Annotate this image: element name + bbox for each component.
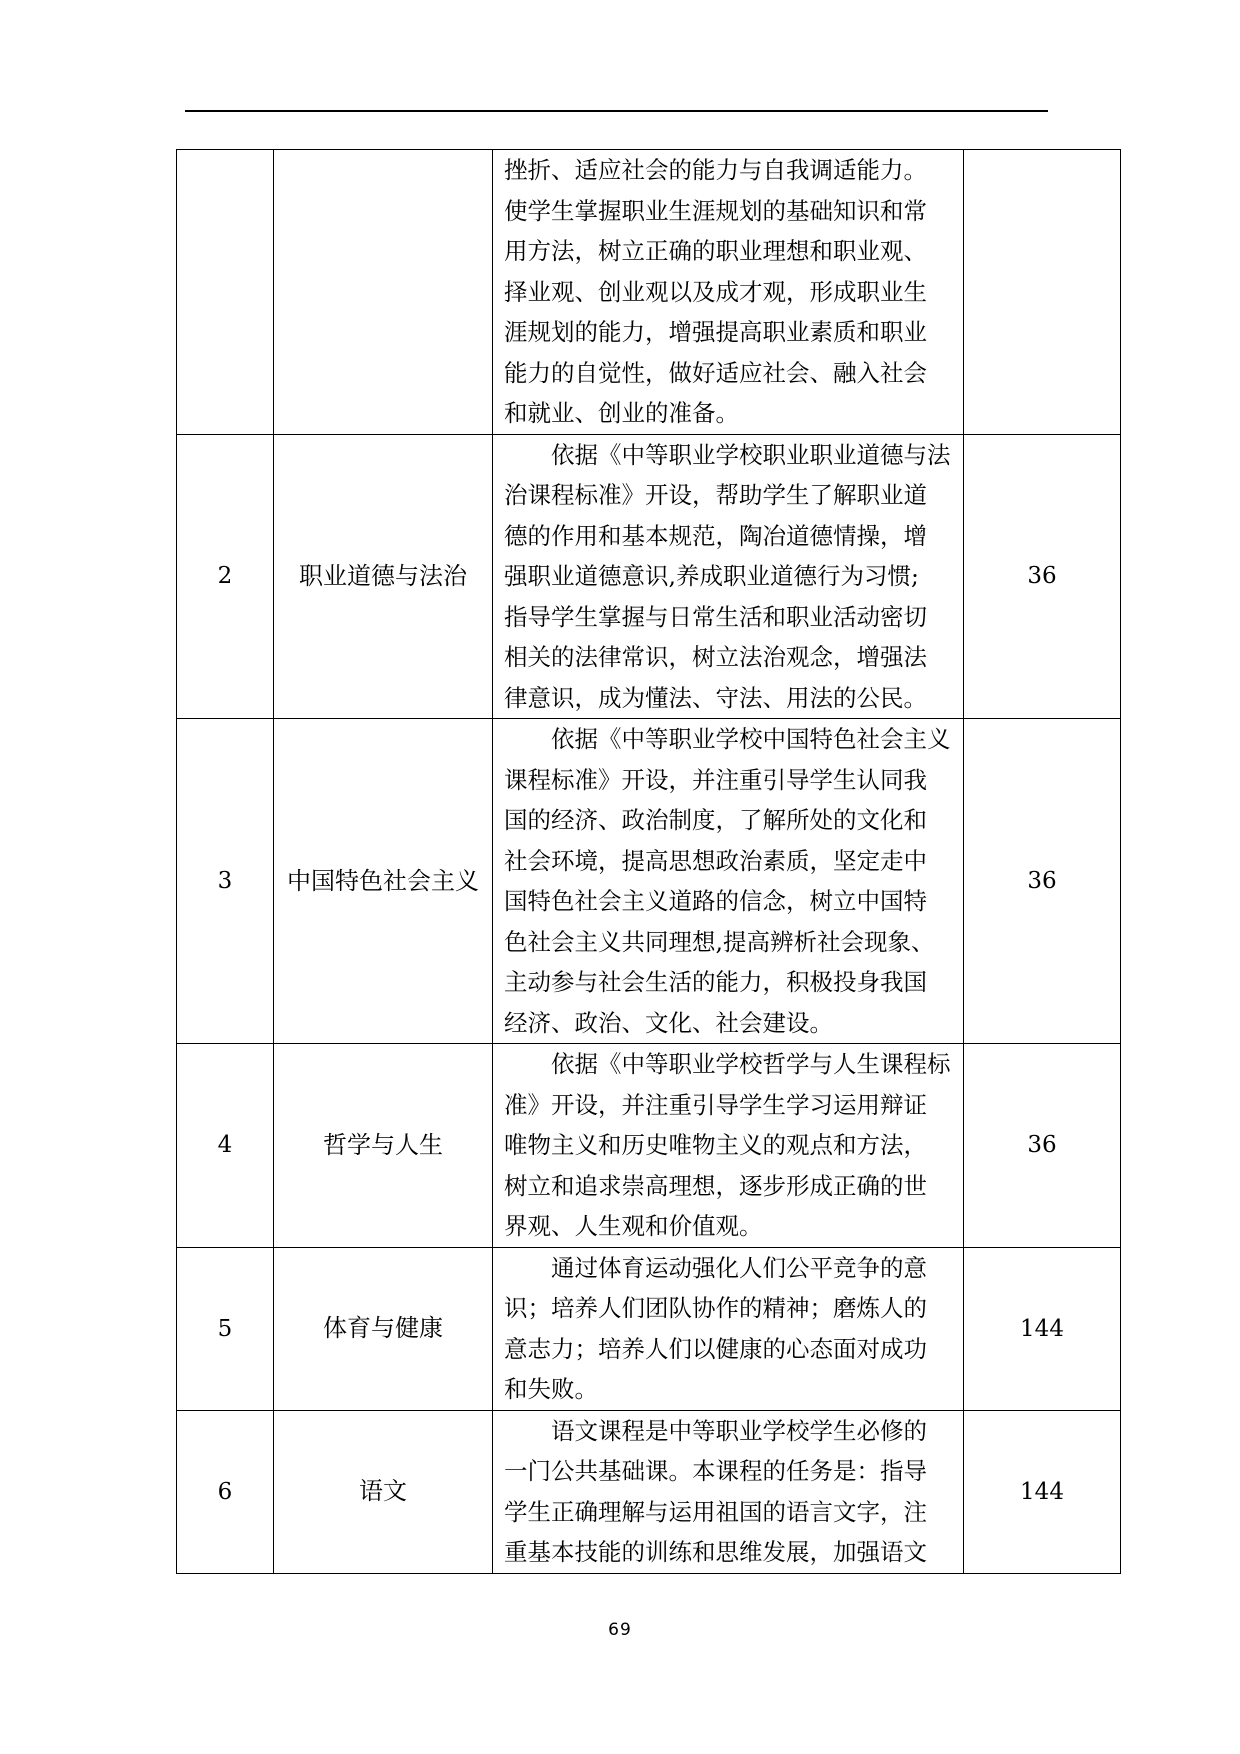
table-row — [177, 1410, 1121, 1573]
description-line: 树立和追求崇高理想，逐步形成正确的世 — [504, 1171, 927, 1200]
description-line: 课程标准》开设，并注重引导学生认同我 — [504, 765, 927, 794]
course-index: 5 — [177, 1247, 274, 1410]
description-line: 通过体育运动强化人们公平竞争的意 — [504, 1253, 927, 1282]
description-line: 识；培养人们团队协作的精神；磨炼人的 — [504, 1294, 927, 1322]
course-name — [274, 150, 493, 435]
description-line: 能力的自觉性，做好适应社会、融入社会 — [504, 358, 927, 387]
description-line: 社会环境，提高思想政治素质，坚定走中 — [504, 846, 927, 875]
description-line: 国的经济、政治制度，了解所处的文化和 — [504, 806, 927, 834]
description-line: 学生正确理解与运用祖国的语言文字，注 — [504, 1497, 927, 1526]
description-line: 依据《中等职业学校哲学与人生课程标 — [504, 1050, 951, 1078]
course-name: 语文 — [274, 1410, 493, 1573]
description-line: 指导学生掌握与日常生活和职业活动密切 — [504, 602, 927, 631]
table-row — [177, 719, 1121, 1044]
description-line: 意志力；培养人们以健康的心态面对成功 — [504, 1334, 927, 1363]
course-name: 中国特色社会主义 — [274, 719, 493, 1044]
description-line: 和就业、创业的准备。 — [504, 399, 739, 427]
course-index — [177, 150, 274, 435]
description-line: 语文课程是中等职业学校学生必修的 — [504, 1416, 927, 1445]
description-line: 强职业道德意识,养成职业道德行为习惯; — [504, 562, 919, 590]
course-name: 职业道德与法治 — [274, 434, 493, 719]
description-line: 和失败。 — [504, 1375, 598, 1403]
description-line: 色社会主义共同理想,提高辨析社会现象、 — [504, 927, 935, 956]
course-name: 体育与健康 — [274, 1247, 493, 1410]
header-rule — [185, 110, 1048, 112]
course-hours: 36 — [964, 1044, 1121, 1248]
table-row — [177, 150, 1121, 435]
course-hours: 144 — [964, 1247, 1121, 1410]
description-line: 重基本技能的训练和思维发展，加强语文 — [504, 1538, 927, 1566]
course-hours — [964, 150, 1121, 435]
description-line: 使学生掌握职业生涯规划的基础知识和常 — [504, 196, 927, 225]
description-line: 国特色社会主义道路的信念，树立中国特 — [504, 887, 927, 915]
table-row — [177, 1044, 1121, 1248]
course-hours: 36 — [964, 434, 1121, 719]
description-line: 主动参与社会生活的能力，积极投身我国 — [504, 968, 927, 996]
description-line: 治课程标准》开设，帮助学生了解职业道 — [504, 481, 927, 509]
description-line: 相关的法律常识，树立法治观念，增强法 — [504, 643, 927, 671]
course-index: 3 — [177, 719, 274, 1044]
course-hours: 144 — [964, 1410, 1121, 1573]
description-line: 经济、政治、文化、社会建设。 — [504, 1008, 833, 1037]
description-line: 德的作用和基本规范，陶冶道德情操，增 — [504, 521, 927, 550]
course-index: 2 — [177, 434, 274, 719]
course-table — [176, 149, 1121, 1574]
description-line: 依据《中等职业学校中国特色社会主义 — [504, 725, 951, 753]
course-description — [493, 1044, 964, 1248]
description-line: 界观、人生观和价值观。 — [504, 1212, 763, 1240]
description-line: 唯物主义和历史唯物主义的观点和方法， — [504, 1131, 927, 1159]
description-line: 用方法，树立正确的职业理想和职业观、 — [504, 237, 927, 265]
page-number: 69 — [608, 1620, 632, 1640]
course-description — [493, 1247, 964, 1410]
course-hours: 36 — [964, 719, 1121, 1044]
description-line: 准》开设，并注重引导学生学习运用辩证 — [504, 1090, 927, 1119]
table-row — [177, 434, 1121, 719]
course-description — [493, 719, 964, 1044]
description-line: 一门公共基础课。本课程的任务是：指导 — [504, 1457, 927, 1485]
description-line: 择业观、创业观以及成才观，形成职业生 — [504, 277, 927, 306]
description-line: 涯规划的能力，增强提高职业素质和职业 — [504, 318, 927, 346]
course-description — [493, 150, 964, 435]
course-name: 哲学与人生 — [274, 1044, 493, 1248]
table-row — [177, 1247, 1121, 1410]
description-line: 依据《中等职业学校职业职业道德与法 — [504, 440, 951, 469]
course-index: 4 — [177, 1044, 274, 1248]
description-line: 挫折、适应社会的能力与自我调适能力。 — [504, 156, 927, 184]
course-index: 6 — [177, 1410, 274, 1573]
course-description — [493, 1410, 964, 1573]
description-line: 律意识，成为懂法、守法、用法的公民。 — [504, 683, 927, 712]
course-description — [493, 434, 964, 719]
